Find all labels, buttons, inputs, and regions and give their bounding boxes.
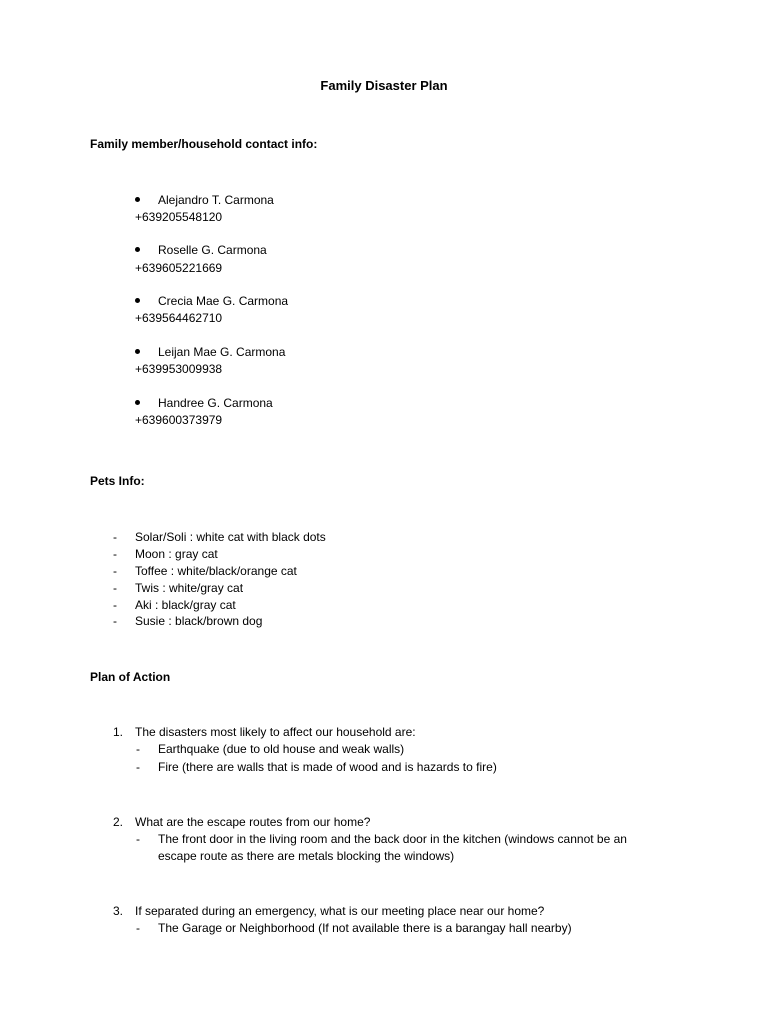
plan-heading: Plan of Action	[90, 670, 171, 684]
plan-sub-item: Earthquake (due to old house and weak walls)	[158, 742, 405, 756]
contact-phone: +639564462710	[135, 311, 223, 325]
plan-sub-item: Fire (there are walls that is made of wood and is hazards to fire)	[158, 760, 497, 774]
pet-item: Solar/Soli : white cat with black dots	[135, 530, 326, 544]
bullet-icon	[135, 247, 140, 252]
dash-marker: -	[136, 921, 140, 935]
dash-marker: -	[113, 530, 117, 544]
plan-item-number: 3.	[113, 904, 124, 918]
dash-marker: -	[136, 760, 140, 774]
bullet-icon	[135, 400, 140, 405]
plan-item-text: The disasters most likely to affect our household are:	[135, 725, 416, 739]
contact-name: Alejandro T. Carmona	[158, 193, 274, 207]
dash-marker: -	[113, 564, 117, 578]
plan-item-text: If separated during an emergency, what is our meeting place near our home?	[135, 904, 545, 918]
dash-marker: -	[113, 598, 117, 612]
pet-item: Toffee : white/black/orange cat	[135, 564, 297, 578]
plan-item-number: 1.	[113, 725, 124, 739]
dash-marker: -	[113, 581, 117, 595]
dash-marker: -	[136, 742, 140, 756]
pets-heading: Pets Info:	[90, 474, 145, 488]
contact-name: Leijan Mae G. Carmona	[158, 345, 286, 359]
contacts-heading: Family member/household contact info:	[90, 137, 318, 151]
plan-sub-item-continued: escape route as there are metals blocking the windows)	[158, 849, 455, 863]
plan-sub-item: The Garage or Neighborhood (If not available there is a barangay hall nearby)	[158, 921, 572, 935]
dash-marker: -	[113, 614, 117, 628]
bullet-icon	[135, 298, 140, 303]
pet-item: Moon : gray cat	[135, 547, 218, 561]
contact-name: Roselle G. Carmona	[158, 243, 267, 257]
plan-item-number: 2.	[113, 815, 124, 829]
document-title: Family Disaster Plan	[320, 78, 448, 93]
plan-item-text: What are the escape routes from our home?	[135, 815, 371, 829]
bullet-icon	[135, 197, 140, 202]
dash-marker: -	[113, 547, 117, 561]
pet-item: Aki : black/gray cat	[135, 598, 236, 612]
dash-marker: -	[136, 832, 140, 846]
contact-name: Handree G. Carmona	[158, 396, 273, 410]
pet-item: Susie : black/brown dog	[135, 614, 263, 628]
pet-item: Twis : white/gray cat	[135, 581, 244, 595]
contact-phone: +639953009938	[135, 362, 223, 376]
contact-phone: +639605221669	[135, 261, 223, 275]
plan-sub-item: The front door in the living room and the back door in the kitchen (windows cannot be an	[158, 832, 627, 846]
contact-phone: +639205548120	[135, 210, 223, 224]
contact-phone: +639600373979	[135, 413, 223, 427]
bullet-icon	[135, 349, 140, 354]
contact-name: Crecia Mae G. Carmona	[158, 294, 289, 308]
